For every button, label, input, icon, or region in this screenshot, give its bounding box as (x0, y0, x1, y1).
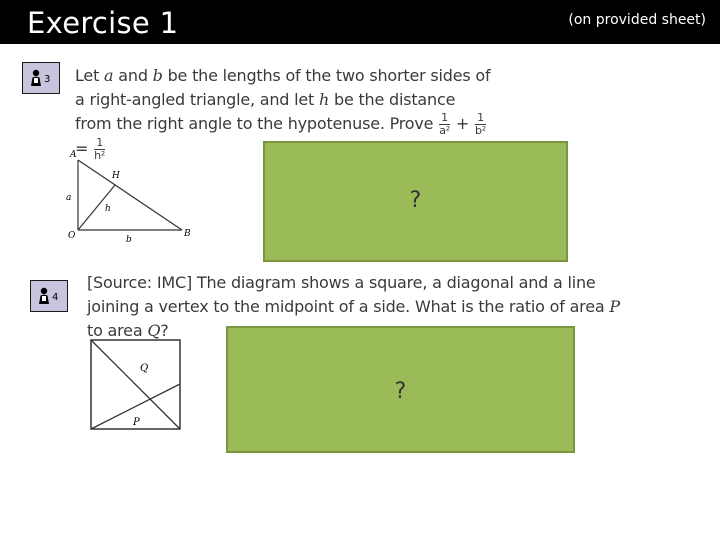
answer-placeholder: ? (409, 188, 422, 213)
label-h: h (105, 204, 111, 214)
label-P: P (133, 417, 140, 428)
question-4-text: [Source: IMC] The diagram shows a square, a diagonal and a line joining a vertex to the midpoint of a side. What is the ratio of area P to area Q? (87, 273, 620, 340)
label-a: a (66, 193, 72, 203)
person-icon (38, 287, 50, 305)
sheet-note: (on provided sheet) (568, 12, 706, 28)
answer-placeholder: ? (394, 379, 407, 404)
person-icon (30, 69, 42, 87)
label-Q: Q (140, 363, 149, 374)
label-A: A (70, 150, 77, 160)
triangle-diagram (60, 145, 200, 245)
answer-box-4[interactable] (226, 326, 575, 453)
fraction-b: $\frac{1}{\text{b²}}$ (474, 111, 486, 137)
fraction-h: $\frac{1}{\text{h²}}$ (94, 136, 106, 162)
square-diagram (88, 337, 184, 433)
fraction-a: $\frac{1}{\text{a²}}$ (439, 111, 450, 137)
question-badge-3 (22, 62, 60, 94)
badge-number: 3 (44, 74, 51, 85)
page-title: Exercise 1 (27, 6, 179, 40)
question-3-text: Let a and b be the lengths of the two shorter sides of a right-angled triangle, and let h be the distance from the right angle to the hypotenuse. Prove $\frac{1}{\text{a²}}$ + $\frac{1}{\text{b²}}$ = $\frac{1}{\text{h²}}$ (75, 66, 491, 162)
label-b: b (126, 235, 132, 245)
badge-number: 4 (52, 292, 59, 303)
label-B: B (184, 229, 191, 239)
question-badge-4 (30, 280, 68, 312)
label-H: H (112, 171, 120, 181)
label-O: O (68, 231, 76, 241)
answer-box-3[interactable] (263, 141, 568, 262)
